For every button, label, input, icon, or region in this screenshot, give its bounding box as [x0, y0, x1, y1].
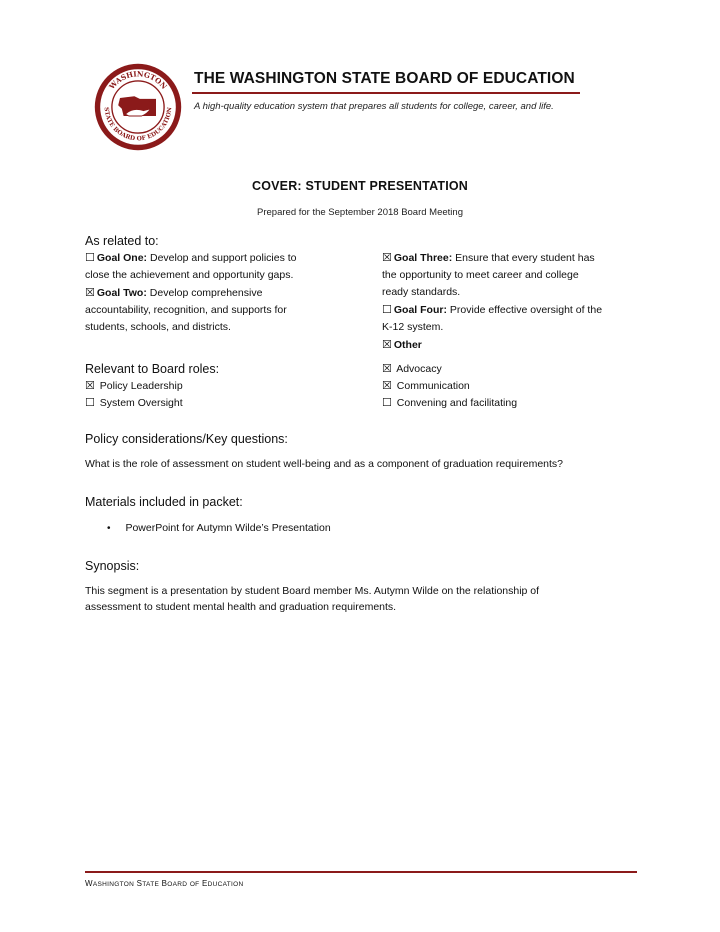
goal-one-label: Goal One:	[96, 252, 148, 264]
footer-rule	[85, 871, 637, 873]
goal-two	[85, 284, 355, 302]
goal-one	[85, 249, 355, 267]
role-system-oversight-label: System Oversight	[99, 397, 183, 409]
goal-four-label: Goal Four:	[393, 304, 447, 316]
role-advocacy-checkbox[interactable]: ☒	[382, 362, 392, 375]
goal-one-text-line2: close the achievement and opportunity gaps.	[85, 269, 294, 281]
role-system-oversight-checkbox[interactable]: ☐	[85, 396, 95, 409]
synopsis-heading: Synopsis:	[85, 559, 140, 573]
goal-three-text-line2: the opportunity to meet career and college	[382, 269, 579, 281]
seal-top-text: WASHINGTON	[107, 69, 169, 91]
goal-three-text-line1: Ensure that every student has	[455, 252, 595, 264]
document-title: COVER: STUDENT PRESENTATION	[251, 179, 469, 193]
goal-two-checkbox[interactable]: ☒	[85, 286, 95, 299]
role-convening	[382, 394, 517, 412]
seal-bottom-text: STATE BOARD OF EDUCATION	[102, 106, 174, 143]
role-advocacy-label: Advocacy	[396, 363, 442, 375]
materials-item-text: PowerPoint for Autymn Wilde’s Presentation	[125, 522, 331, 534]
role-policy-leadership-label: Policy Leadership	[99, 380, 183, 392]
goal-three-checkbox[interactable]: ☒	[382, 251, 392, 264]
role-communication-label: Communication	[396, 380, 470, 392]
roles-heading: Relevant to Board roles:	[85, 362, 220, 376]
goal-four-checkbox[interactable]: ☐	[382, 303, 392, 316]
role-advocacy	[382, 360, 442, 378]
state-board-seal-logo	[93, 62, 183, 152]
synopsis-text-line1: This segment is a presentation by student Board member Ms. Autymn Wilde on the relationship of	[85, 585, 540, 597]
materials-list-item	[107, 520, 331, 537]
role-policy-leadership-checkbox[interactable]: ☒	[85, 379, 95, 392]
goal-other	[382, 336, 652, 354]
goal-one-text-line1: Develop and support policies to	[149, 252, 297, 264]
materials-heading: Materials included in packet:	[85, 495, 243, 509]
goals-heading: As related to:	[85, 234, 159, 248]
goals-left-column	[85, 249, 355, 336]
role-communication-checkbox[interactable]: ☒	[382, 379, 392, 392]
goal-four-text-line1: Provide effective oversight of the	[449, 304, 603, 316]
role-system-oversight	[85, 394, 183, 412]
role-policy-leadership	[85, 377, 183, 395]
goal-two-text-line1: Develop comprehensive	[149, 287, 263, 299]
goal-other-label: Other	[393, 339, 422, 351]
goal-three	[382, 249, 652, 267]
policy-question: What is the role of assessment on student well-being and as a component of graduation requirements?	[85, 458, 564, 470]
role-convening-checkbox[interactable]: ☐	[382, 396, 392, 409]
bullet-icon: •	[107, 523, 111, 534]
role-communication	[382, 377, 470, 395]
goal-three-label: Goal Three:	[393, 252, 453, 264]
goal-four-text-line2: K-12 system.	[382, 321, 444, 333]
goal-one-checkbox[interactable]: ☐	[85, 251, 95, 264]
goal-two-text-line3: students, schools, and districts.	[85, 321, 231, 333]
role-convening-label: Convening and facilitating	[396, 397, 518, 409]
synopsis-text-line2: assessment to student mental health and graduation requirements.	[85, 601, 397, 613]
goal-other-checkbox[interactable]: ☒	[382, 338, 392, 351]
goal-two-label: Goal Two:	[96, 287, 147, 299]
prepared-for-line: Prepared for the September 2018 Board Meeting	[257, 207, 463, 218]
goal-three-text-line3: ready standards.	[382, 286, 461, 298]
goals-right-column	[382, 249, 652, 354]
footer-org-name: WASHINGTON STATE BOARD OF EDUCATION	[85, 879, 244, 888]
policy-heading: Policy considerations/Key questions:	[85, 432, 288, 446]
org-title: THE WASHINGTON STATE BOARD OF EDUCATION	[194, 70, 575, 87]
goal-two-text-line2: accountability, recognition, and supports for	[85, 304, 287, 316]
goal-four	[382, 301, 652, 319]
title-underline	[192, 92, 580, 94]
tagline: A high-quality education system that prepares all students for college, career, and life.	[194, 101, 554, 112]
